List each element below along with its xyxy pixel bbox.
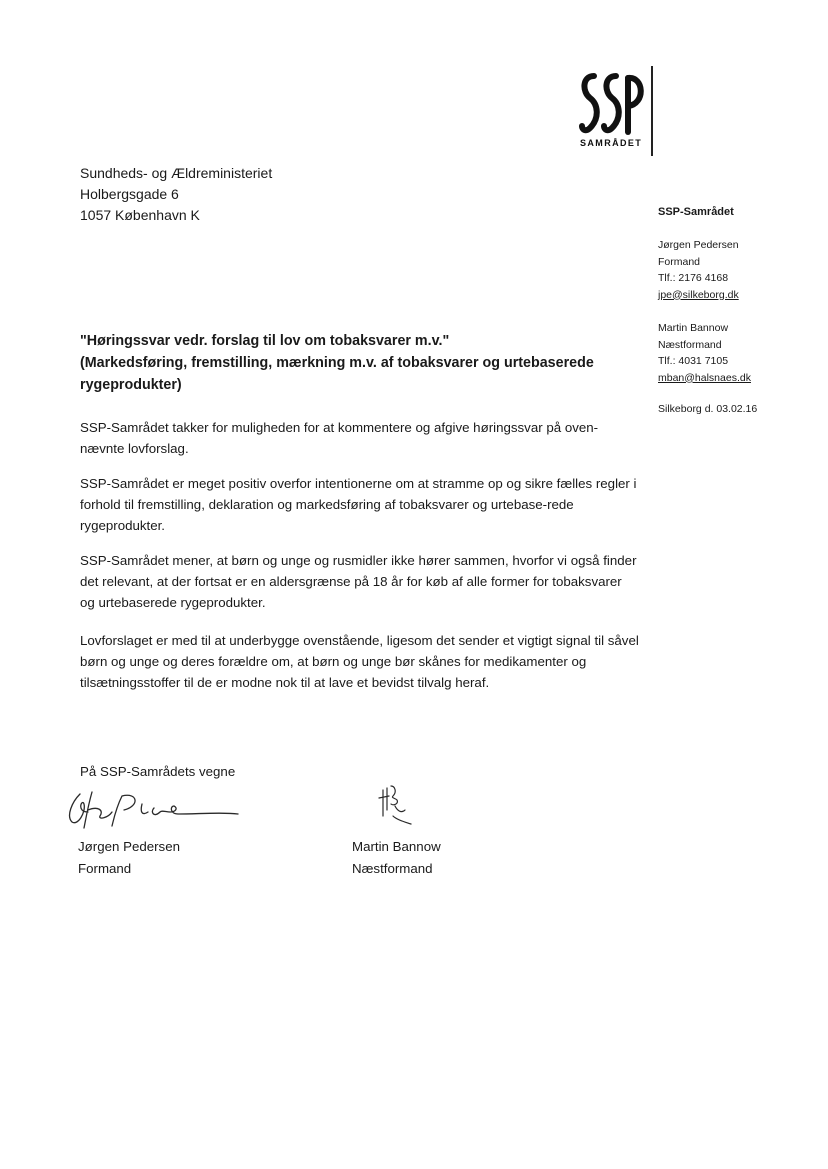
contact-phone: Tlf.: 4031 7105 — [658, 355, 729, 367]
letter-subject — [80, 330, 640, 396]
paragraph-text: Lovforslaget er med til at underbygge ovenstående, ligesom det sender et vigtigt signal til såvel børn og unge og deres forældre om, at børn og unge bør skånes for medikamenter og tilsætningsstoffer til de er modne nok til at lave et bevidst tilvalg heraf. — [80, 633, 639, 690]
contact-role: Næstformand — [658, 338, 722, 351]
contact-name: Jørgen Pedersen — [658, 239, 739, 251]
contact-phone: Tlf.: 2176 4168 — [658, 272, 729, 284]
signer-role: Næstformand — [352, 861, 433, 876]
subject-subtitle: (Markedsføring, fremstilling, mærkning m.v. af tobaksvarer og urtebaserede rygeprodukter) — [80, 355, 594, 393]
recipient-line: Holbergsgade 6 — [80, 186, 179, 202]
recipient-line: Sundheds- og Ældreministeriet — [80, 165, 273, 181]
body-paragraph-1 — [80, 417, 640, 459]
contact-email-link[interactable]: mban@halsnaes.dk — [658, 371, 751, 384]
sidebar-org-name: SSP-Samrådet — [658, 206, 734, 218]
signer-2 — [352, 836, 441, 880]
signer-name: Martin Bannow — [352, 839, 441, 854]
signature-jorgen-pedersen — [58, 782, 243, 832]
signature-martin-bannow — [375, 780, 425, 830]
paragraph-text: SSP-Samrådet er meget positiv overfor intentionerne om at stramme op og sikre fælles regler i forhold til fremstilling, deklaration og markedsføring af tobaksvarer og urtebase-rede rygeprodukter. — [80, 476, 637, 533]
ssp-logo — [578, 70, 658, 160]
body-paragraph-3 — [80, 550, 640, 613]
letter-date: Silkeborg d. 03.02.16 — [658, 403, 758, 415]
paragraph-text: SSP-Samrådet takker for muligheden for at kommentere og afgive høringssvar på oven-nævnte lovforslag. — [80, 420, 599, 456]
contact-role: Formand — [658, 255, 701, 268]
signer-1 — [78, 836, 180, 880]
recipient-address — [80, 163, 272, 226]
sidebar-contact-1 — [658, 237, 739, 303]
closing-line: På SSP-Samrådets vegne — [80, 764, 236, 779]
contact-name: Martin Bannow — [658, 322, 729, 334]
contact-email-link[interactable]: jpe@silkeborg.dk — [658, 288, 739, 301]
subject-title: "Høringssvar vedr. forslag til lov om tobaksvarer m.v." — [80, 333, 450, 349]
recipient-line: 1057 København K — [80, 207, 200, 223]
ssp-logo-mark — [578, 70, 648, 136]
logo-divider — [651, 66, 653, 156]
body-paragraph-2 — [80, 473, 640, 536]
logo-wordmark: SAMRÅDET — [580, 138, 643, 148]
paragraph-text: SSP-Samrådet mener, at børn og unge og rusmidler ikke hører sammen, hvorfor vi også finder det relevant, at der fortsat er en aldersgrænse på 18 år for køb af alle former for tobaksvarer og urtebaserede rygeprodukter. — [80, 553, 637, 610]
sidebar-contact-2 — [658, 320, 751, 386]
body-paragraph-4 — [80, 630, 640, 693]
signer-name: Jørgen Pedersen — [78, 839, 180, 854]
signer-role: Formand — [78, 861, 132, 876]
